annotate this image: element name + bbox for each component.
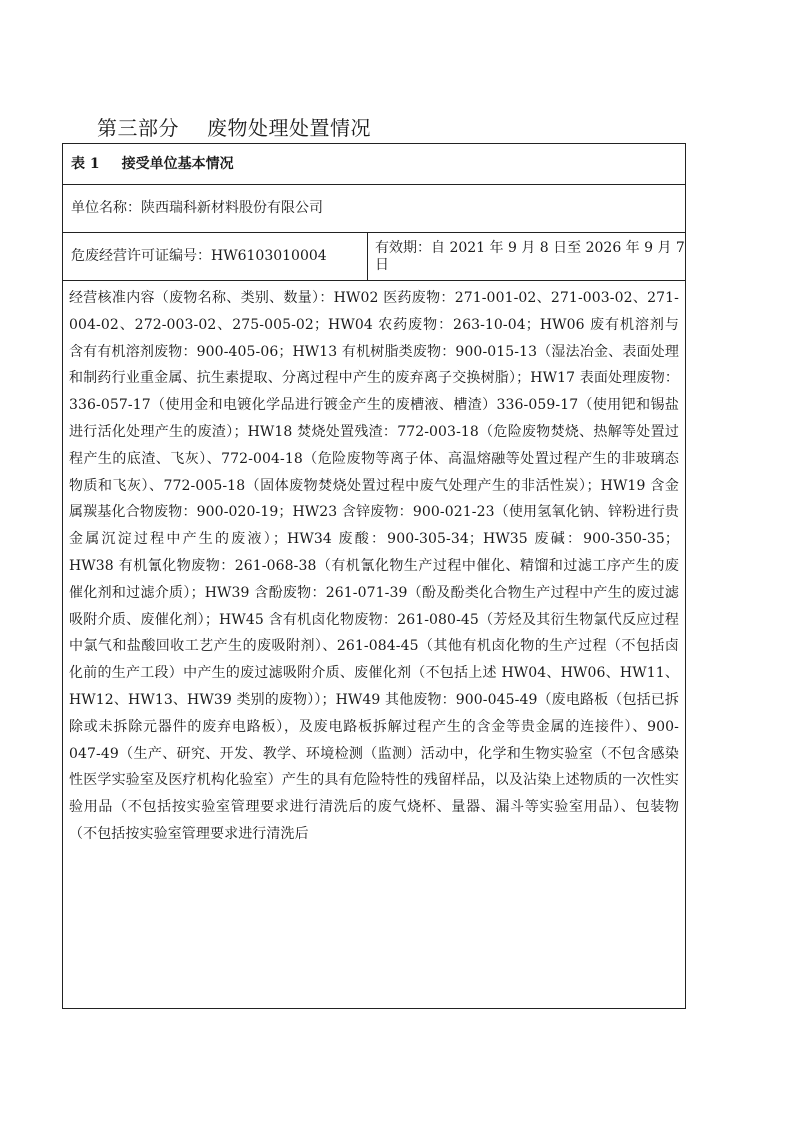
receiving-unit-table [62, 143, 686, 1009]
license-validity: 有效期：自 2021 年 9 月 8 日至 2026 年 9 月 7 日 [375, 239, 685, 273]
table-caption-label: 表 1 [71, 155, 100, 172]
business-scope-text: 经营核准内容（废物名称、类别、数量）：HW02 医药废物：271-001-02、271-003-02、271-004-02、272-003-02、275-005-02；HW04 农药废物：263-10-04；HW06 废有机溶剂与含有有机溶剂废物：900-405-06；HW13 有机树脂类废物：900-015-13（湿法冶金、表面处理和制药行业重金属、抗生素提取、分离过程中产生的废弃离子交换树脂）；HW17 表面处理废物：336-057-17（使用金和电镀化学品进行镀金产生的废槽液、槽渣）336-059-17（使用钯和锡盐进行活化处理产生的废渣）；HW18 焚烧处置残渣：772-003-18（危险废物焚烧、热解等处置过程产生的底渣、飞灰）、772-004-18（危险废物等离子体、高温熔融等处置过程产生的非玻璃态物质和飞灰）、772-005-18（固体废物焚烧处置过程中废气处理产生的非活性炭）；HW19 含金属羰基化合物废物：900-020-19；HW23 含锌废物：900-021-23（使用氢氧化钠、锌粉进行贵金属沉淀过程中产生的废液）；HW34 废酸：900-305-34；HW35 废碱：900-350-35；HW38 有机氰化物废物：261-068-38（有机氰化物生产过程中催化、精馏和过滤工序产生的废催化剂和过滤介质）；HW39 含酚废物：261-071-39（酚及酚类化合物生产过程中产生的废过滤吸附介质、废催化剂）；HW45 含有机卤化物废物：261-080-45（芳烃及其衍生物氯代反应过程中氯气和盐酸回收工艺产生的废吸附剂）、261-084-45（其他有机卤化物的生产过程（不包括卤化前的生产工段）中产生的废过滤吸附介质、废催化剂（不包括上述 HW04、HW06、HW11、HW12、HW13、HW39 类别的废物））；HW49 其他废物：900-045-49（废电路板（包括已拆除或未拆除元器件的废弃电路板），及废电路板拆解过程产生的含金等贵金属的连接件）、900-047-49（生产、研究、开发、教学、环境检测（监测）活动中，化学和生物实验室（不包含感染性医学实验室及医疗机构化验室）产生的具有危险特性的残留样品，以及沾染上述物质的一次性实验用品（不包括按实验室管理要求进行清洗后的废气烧杯、量器、漏斗等实验室用品）、包装物（不包括按实验室管理要求进行清洗后 [69, 290, 679, 842]
section-name: 废物处理处置情况 [207, 116, 371, 140]
section-part: 第三部分 [97, 116, 179, 140]
section-title [97, 112, 371, 141]
table-caption [63, 144, 685, 184]
license-number: 危废经营许可证编号：HW6103010004 [71, 248, 327, 265]
unit-name: 单位名称：陕西瑞科新材料股份有限公司 [71, 200, 323, 217]
unit-name-row [63, 185, 685, 233]
table-caption-row [63, 144, 685, 185]
license-row [63, 233, 685, 281]
table-caption-text: 接受单位基本情况 [121, 155, 234, 172]
business-scope [69, 285, 679, 1008]
